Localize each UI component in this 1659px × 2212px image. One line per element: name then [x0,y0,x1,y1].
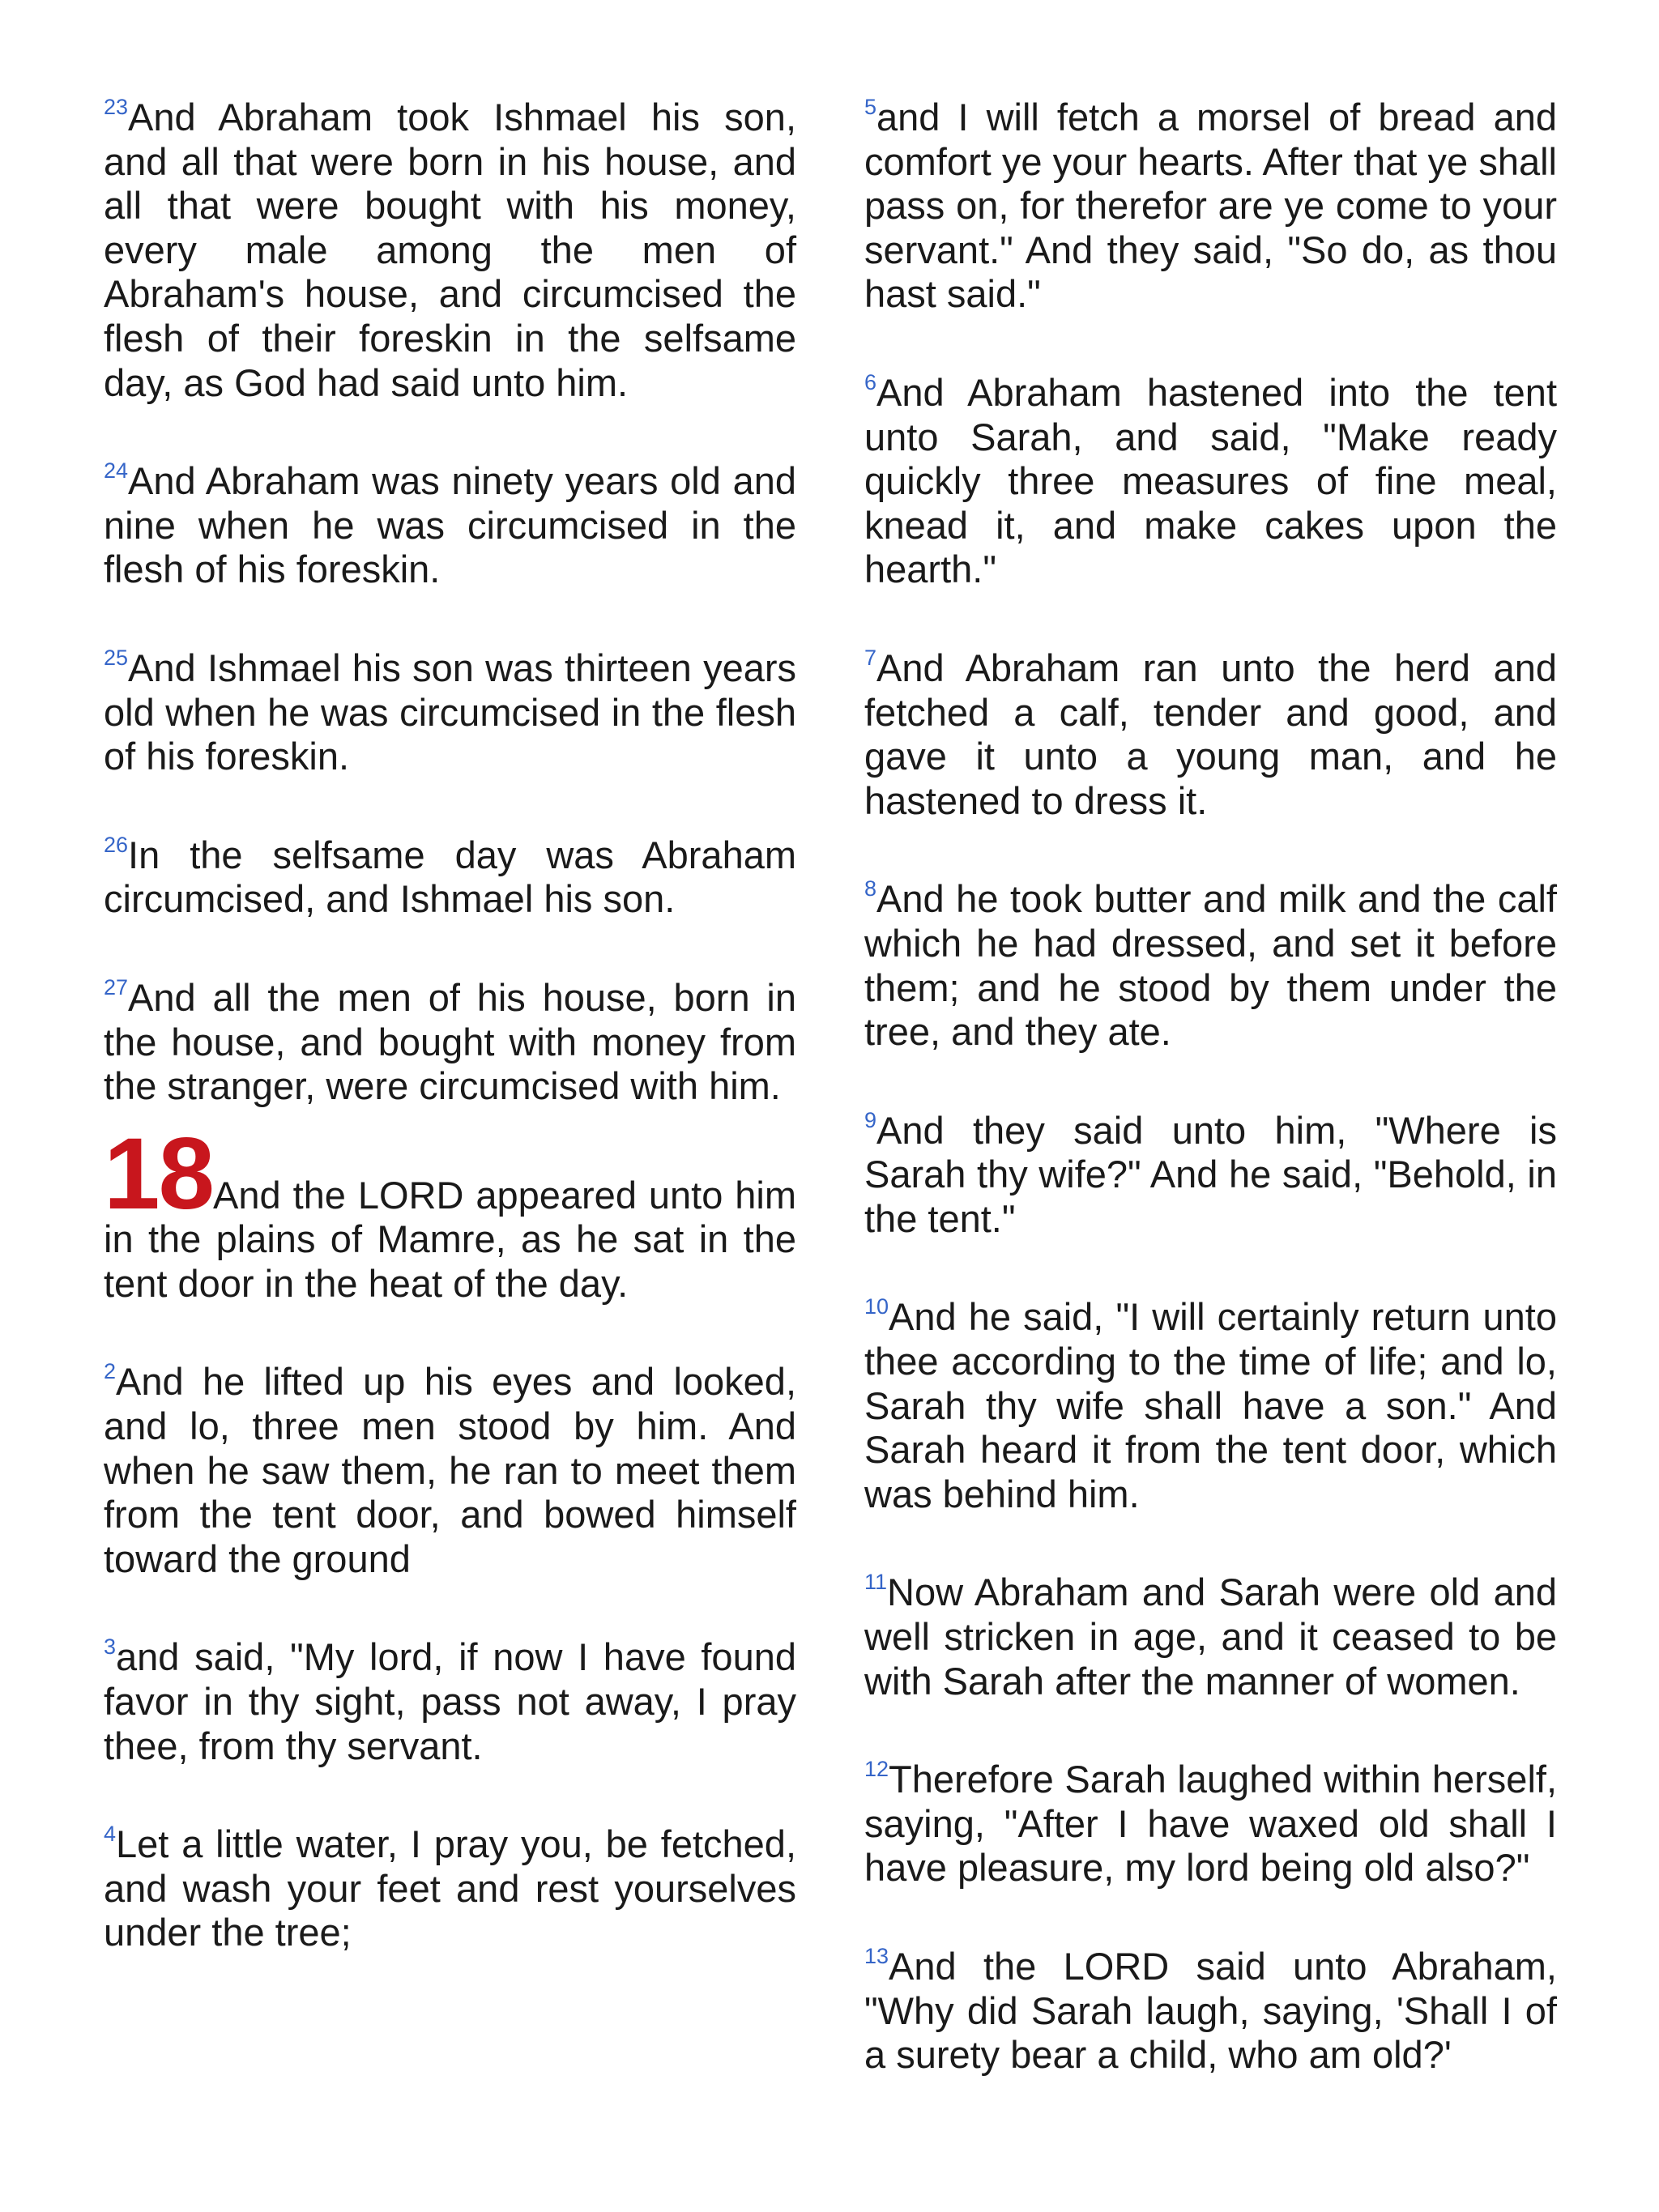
verse-number: 23 [104,95,129,119]
verse-text: And Ishmael his son was thirteen years old when he was circumcised in the flesh of his foreskin. [104,646,796,778]
verse-text: And he said, "I will certainly return unto thee according to the time of life; and lo, Sarah thy wife shall have a son." And Sarah heard it from the tent door, which was behind him. [864,1295,1557,1515]
verse-text: And Abraham was ninety years old and nine when he was circumcised in the flesh of his foreskin. [104,459,796,591]
verse-text: And Abraham ran unto the herd and fetched a calf, tender and good, and gave it unto a young man, and he hastened to dress it. [864,646,1557,822]
verse-26 [104,833,796,922]
verse-number: 3 [104,1634,117,1660]
verse-number: 8 [864,876,877,901]
verse-number: 5 [864,95,877,119]
verse-text: And he lifted up his eyes and looked, and lo, three men stood by him. And when he saw them, he ran to meet them from the tent door, and bowed himself toward the ground [104,1360,796,1580]
chapter-number: 18 [104,1117,214,1230]
verse-text: And the LORD said unto Abraham, "Why did Sarah laugh, saying, 'Shall I of a surety bear a child, who am old?' [864,1945,1557,2077]
verse-text: And Abraham took Ishmael his son, and all that were born in his house, and all that were bought with his money, every male among the men of Abraham's house, and circumcised the flesh of their foreskin in the selfsame day, as God had said unto him. [104,96,796,404]
verse-24 [104,459,796,592]
verse-text: Now Abraham and Sarah were old and well stricken in age, and it ceased to be with Sarah after the manner of women. [864,1571,1557,1703]
verse-text: In the selfsame day was Abraham circumcised, and Ishmael his son. [104,833,796,921]
verse-text: And all the men of his house, born in the house, and bought with money from the stranger, were circumcised with him. [104,975,796,1108]
verse-5 [864,96,1557,317]
verse-number: 27 [104,974,129,999]
verse-7 [864,646,1557,823]
verse-2 [104,1360,796,1581]
right-column [864,96,1557,2132]
verse-27 [104,976,796,1109]
verse-number: 25 [104,645,129,670]
verse-25 [104,646,796,779]
verse-4 [104,1822,796,1955]
verse-9 [864,1109,1557,1242]
verse-number: 12 [864,1757,889,1782]
verse-text: And they said unto him, "Where is Sarah thy wife?" And he said, "Behold, in the tent." [864,1108,1557,1240]
verse-text: and I will fetch a morsel of bread and comfort ye your hearts. After that ye shall pass on, for therefor are ye come to your servant." And they said, "So do, as thou hast said." [864,96,1557,316]
verse-number: 4 [104,1822,117,1847]
verse-text: and said, "My lord, if now I have found favor in thy sight, pass not away, I pray thee, from thy servant. [104,1635,796,1767]
verse-11 [864,1571,1557,1703]
verse-text: And the LORD appeared unto him in the plains of Mamre, as he sat in the tent door in the heat of the day. [104,1173,796,1305]
verse-23 [104,96,796,405]
verse-text: Let a little water, I pray you, be fetched, and wash your feet and rest yourselves under the tree; [104,1822,796,1954]
verse-number: 24 [104,458,129,484]
left-column [104,96,796,2010]
verse-8 [864,877,1557,1054]
verse-text: And Abraham hastened into the tent unto Sarah, and said, "Make ready quickly three measures of fine meal, knead it, and make cakes upon the hearth." [864,370,1557,591]
verse-number: 13 [864,1944,889,1968]
verse-13 [864,1945,1557,2078]
verse-number: 7 [864,645,877,670]
verse-number: 9 [864,1107,877,1132]
verse-12 [864,1758,1557,1890]
verse-number: 10 [864,1294,889,1319]
verse-number: 11 [864,1570,888,1595]
verse-number: 2 [104,1359,117,1384]
verse-6 [864,371,1557,592]
verse-3 [104,1635,796,1768]
chapter-18-opening [104,1117,796,1306]
verse-text: Therefore Sarah laughed within herself, saying, "After I have waxed old shall I have pleasure, my lord being old also?" [864,1758,1557,1890]
verse-text: And he took butter and milk and the calf which he had dressed, and set it before them; and he stood by them under the tree, and they ate. [864,877,1557,1054]
verse-number: 6 [864,369,877,394]
verse-10 [864,1295,1557,1516]
verse-number: 26 [104,832,129,857]
